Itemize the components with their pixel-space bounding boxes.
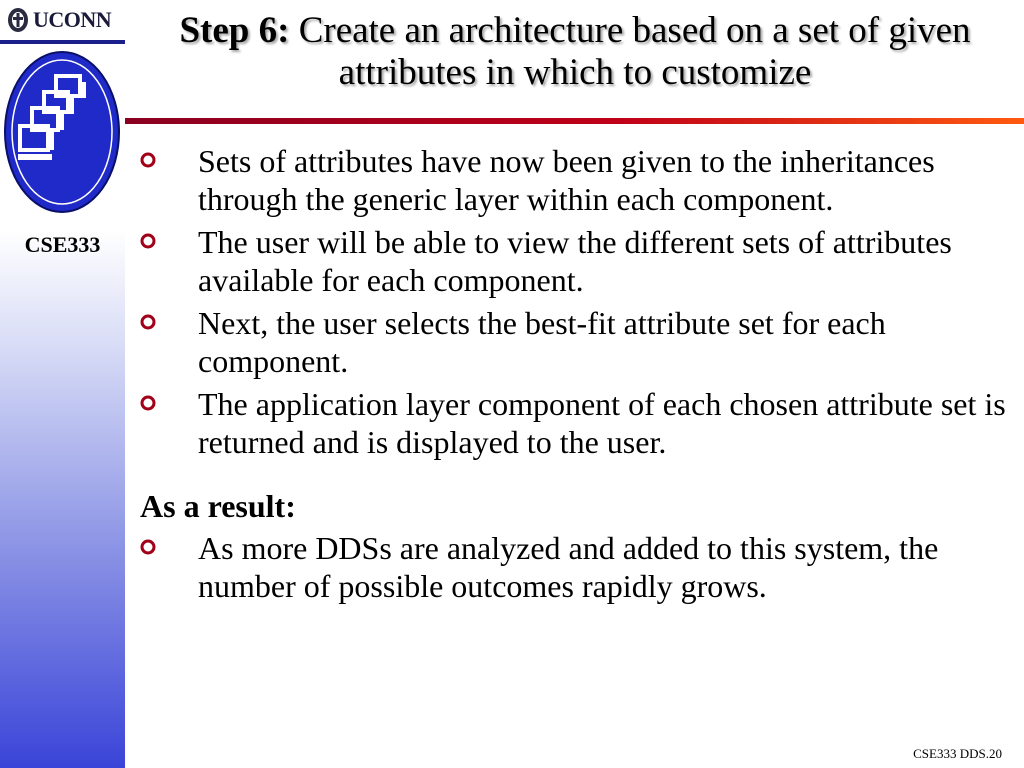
bullet-text: Sets of attributes have now been given to the inheritances through the generic layer within each component. [198, 143, 935, 217]
uconn-seal-icon [6, 6, 30, 34]
ring-bullet-icon [140, 539, 156, 555]
bullet-item [140, 385, 1020, 461]
cse-department-logo [2, 44, 122, 214]
bullet-item [140, 529, 1020, 605]
slide-content [140, 142, 1020, 610]
ring-bullet-icon [140, 395, 156, 411]
ring-bullet-icon [140, 314, 156, 330]
bullet-item [140, 142, 1020, 218]
uconn-brand [6, 6, 111, 34]
ring-bullet-icon [140, 233, 156, 249]
title-step: Step 6: [179, 10, 290, 51]
uconn-wordmark: UCONN [33, 7, 112, 32]
course-code: CSE333 [24, 232, 101, 257]
sidebar [0, 0, 125, 768]
result-heading: As a result: [140, 488, 296, 524]
ring-bullet-icon [140, 152, 156, 168]
bullet-text: As more DDSs are analyzed and added to this system, the number of possible outcomes rapidly grows. [198, 530, 939, 604]
bullet-text: Next, the user selects the best-fit attribute set for each component. [198, 305, 886, 379]
bullet-item [140, 304, 1020, 380]
title-text: Create an architecture based on a set of given attributes in which to customize [289, 10, 971, 93]
bullet-item [140, 223, 1020, 299]
bullet-text: The user will be able to view the different sets of attributes available for each component. [198, 224, 952, 298]
slide-footer: CSE333 DDS.20 [913, 746, 1002, 761]
title-divider [125, 118, 1024, 124]
bullet-text: The application layer component of each chosen attribute set is returned and is displayed to the user. [198, 386, 1006, 460]
slide-title [130, 10, 1020, 94]
